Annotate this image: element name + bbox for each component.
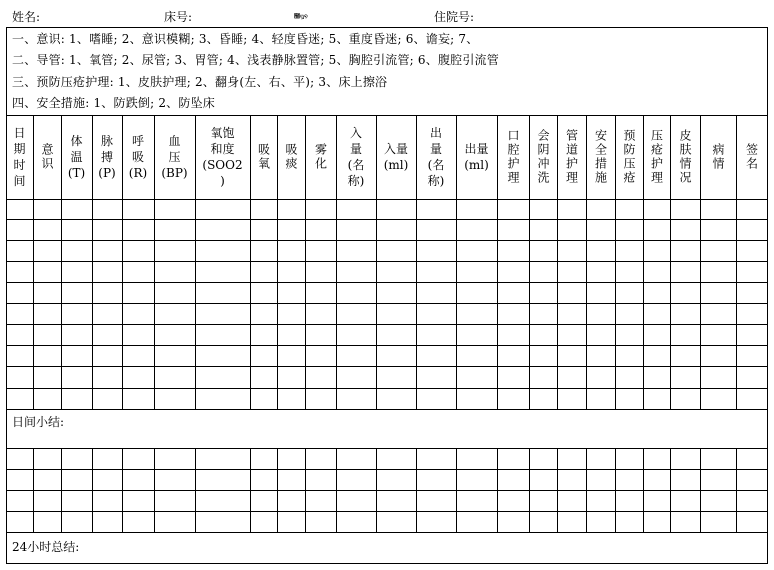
table-column-line (336, 448, 337, 532)
column-header-text: 吸痰 (284, 143, 298, 171)
column-header (6, 115, 33, 199)
column-header-text: (SOO2 (202, 158, 243, 172)
column-header-text: 出 (429, 126, 442, 140)
column-header (92, 115, 122, 199)
table-column-line (277, 448, 278, 532)
column-header-text: 血 (168, 134, 181, 148)
info-line-pressure-sore-care: 三、预防压疮护理: 1、皮肤护理; 2、翻身(左、右、平); 3、床上擦浴 (12, 75, 388, 89)
table-row-line (6, 409, 767, 410)
column-header (586, 115, 615, 199)
table-row-line (6, 448, 767, 449)
column-header-text: 安全措施 (593, 129, 608, 185)
total-summary-label: 24小时总结: (12, 540, 80, 554)
table-border-bottom (6, 563, 768, 564)
column-header (557, 115, 586, 199)
column-header (643, 115, 670, 199)
column-header (700, 115, 736, 199)
table-row-line (6, 388, 767, 389)
nursing-record-table (6, 27, 767, 563)
table-column-line (497, 448, 498, 532)
column-header-text: 签名 (744, 143, 759, 171)
table-border-right (767, 27, 768, 564)
table-column-line (670, 448, 671, 532)
column-header-text: 氧饱 (210, 126, 235, 140)
column-header-text: 日 (13, 126, 26, 140)
table-column-line (736, 448, 737, 532)
table-column-line (122, 448, 123, 532)
table-row-line (6, 345, 767, 346)
column-header (154, 115, 195, 199)
column-header (336, 115, 376, 199)
column-header (250, 115, 277, 199)
table-column-line (643, 448, 644, 532)
column-header (529, 115, 557, 199)
column-header-text: 脉 (100, 134, 113, 148)
column-header-text: 病情 (711, 143, 725, 171)
column-header-text: (ml) (464, 158, 489, 172)
column-header-text: 量 (349, 142, 362, 156)
column-header-text: (BP) (161, 166, 188, 180)
table-column-line (61, 448, 62, 532)
column-header-text: 体 (70, 134, 83, 148)
column-header-text: 会阴冲洗 (536, 129, 550, 185)
column-header-text: 量 (429, 142, 442, 156)
table-row-line (6, 282, 767, 283)
info-line-safety-measures: 四、安全措施: 1、防跌倒; 2、防坠床 (12, 96, 215, 110)
column-header-text: 搏 (100, 150, 113, 164)
column-header-text: 间 (13, 174, 26, 188)
table-column-line (92, 448, 93, 532)
day-summary-label: 日间小结: (12, 415, 65, 429)
column-header (416, 115, 456, 199)
column-header-text: (名 (427, 158, 445, 172)
table-column-line (416, 448, 417, 532)
bed-number-label: 床号: (164, 10, 193, 24)
column-header-text: 期 (13, 142, 26, 156)
column-header-text: 皮肤情况 (678, 129, 692, 185)
table-column-line (305, 448, 306, 532)
column-header (122, 115, 154, 199)
column-header-text: 吸氧 (256, 143, 271, 171)
column-header-text: 吸 (131, 150, 144, 164)
column-header-text: 呼 (131, 134, 144, 148)
column-header-text: 称) (347, 174, 365, 188)
column-header (456, 115, 497, 199)
column-header-text: 和度 (210, 142, 235, 156)
table-row-line (6, 199, 767, 200)
column-header-text: ) (220, 174, 225, 188)
column-header-text: (P) (98, 166, 116, 180)
column-header-text: 管道护理 (564, 129, 579, 185)
table-row-line (6, 366, 767, 367)
table-row-line (6, 511, 767, 512)
column-header-text: (R) (128, 166, 148, 180)
table-column-line (33, 448, 34, 532)
table-row-line (6, 490, 767, 491)
table-column-line (154, 448, 155, 532)
column-header (195, 115, 250, 199)
table-row-line (6, 219, 767, 220)
column-header-text: (T) (67, 166, 86, 180)
table-column-line (615, 448, 616, 532)
info-line-catheters: 二、导管: 1、氧管; 2、尿管; 3、胃管; 4、浅表静脉置管; 5、胸腔引流管; 6、腹腔引流管 (12, 53, 499, 67)
table-row-line (6, 324, 767, 325)
column-header (670, 115, 700, 199)
column-header-text: 预防压疮 (622, 129, 636, 185)
column-header-text: 时 (13, 158, 26, 172)
column-header (497, 115, 529, 199)
form-header (0, 0, 774, 28)
column-header (33, 115, 61, 199)
column-header-text: (名 (347, 158, 365, 172)
table-column-line (586, 448, 587, 532)
table-border-left (6, 27, 7, 563)
table-row-line (6, 532, 767, 533)
patient-name-label: 姓名: (12, 10, 41, 24)
column-header-text: 口腔护理 (506, 129, 520, 185)
table-column-line (376, 448, 377, 532)
table-row-line (6, 303, 767, 304)
column-header (61, 115, 92, 199)
info-line-consciousness: 一、意识: 1、嗜睡; 2、意识模糊; 3、昏睡; 4、轻度昏迷; 5、重度昏迷; 6、谵妄; 7、 (12, 32, 479, 46)
column-header-text: 压疮护理 (649, 129, 664, 185)
table-column-line (195, 448, 196, 532)
column-header-text: 称) (427, 174, 445, 188)
admission-number-label: 住院号: (434, 10, 475, 24)
table-column-line (700, 448, 701, 532)
table-border-top (6, 27, 767, 28)
table-column-line (529, 448, 530, 532)
column-header (277, 115, 305, 199)
column-header (736, 115, 767, 199)
table-row-line (6, 469, 767, 470)
header-tiny-text: ໠໘໑ (294, 13, 308, 20)
column-header-text: (ml) (383, 158, 409, 172)
table-row-line (6, 261, 767, 262)
column-header-text: 入量 (383, 142, 408, 156)
column-header-text: 压 (168, 150, 181, 164)
column-header-text: 出量 (464, 142, 489, 156)
column-header (615, 115, 643, 199)
table-column-line (250, 448, 251, 532)
column-header (376, 115, 416, 199)
column-header-text: 意识 (40, 143, 54, 171)
table-row-line (6, 240, 767, 241)
column-header (305, 115, 336, 199)
column-header-text: 入 (349, 126, 362, 140)
table-column-line (557, 448, 558, 532)
column-header-text: 温 (70, 150, 83, 164)
table-column-line (456, 448, 457, 532)
column-header-text: 雾化 (313, 143, 328, 171)
